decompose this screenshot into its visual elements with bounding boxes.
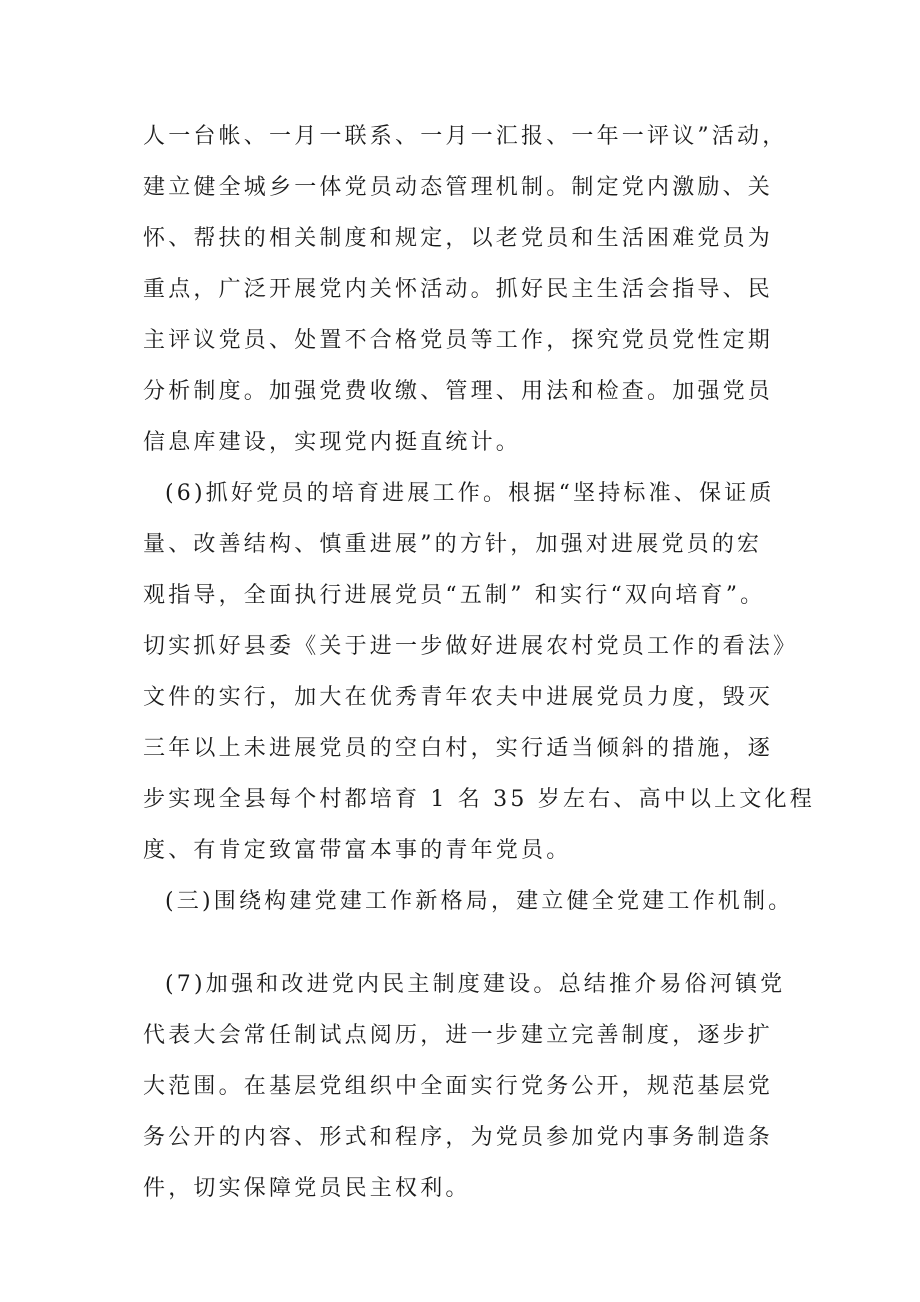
paragraph-6-heading-line: (6)抓好党员的培育进展工作。根据“坚持标准、保证质	[165, 481, 775, 506]
text-line: 主评议党员、处置不合格党员等工作，探究党员党性定期	[143, 328, 774, 353]
text-line: 人一台帐、一月一联系、一月一汇报、一年一评议”活动，	[143, 124, 788, 149]
text-line: 观指导，全面执行进展党员“五制” 和实行“双向培育”。	[143, 583, 766, 608]
text-line: 大范围。在基层党组织中全面实行党务公开，规范基层党	[143, 1074, 774, 1099]
text-line: 信息库建设，实现党内挺直统计。	[143, 430, 522, 455]
text-line: 重点，广泛开展党内关怀活动。抓好民主生活会指导、民	[143, 277, 774, 302]
text-line: 切实抓好县委《关于进一步做好进展农村党员工作的看法》	[143, 634, 799, 659]
text-line: 代表大会常任制试点阅历，进一步建立完善制度，逐步扩	[143, 1023, 774, 1048]
text-line: 件，切实保障党员民主权利。	[143, 1176, 471, 1201]
text-line: 步实现全县每个村都培育 1 名 35 岁左右、高中以上文化程	[143, 787, 815, 812]
text-line: 文件的实行，加大在优秀青年农夫中进展党员力度，毁灭	[143, 685, 774, 710]
text-line: 度、有肯定致富带富本事的青年党员。	[143, 838, 572, 863]
text-line: 怀、帮扶的相关制度和规定，以老党员和生活困难党员为	[143, 226, 774, 251]
text-line: 务公开的内容、形式和程序，为党员参加党内事务制造条	[143, 1125, 774, 1150]
text-line: 建立健全城乡一体党员动态管理机制。制定党内激励、关	[143, 175, 774, 200]
text-line: 分析制度。加强党费收缴、管理、用法和检查。加强党员	[143, 379, 774, 404]
section-3-heading: (三)围绕构建党建工作新格局，建立健全党建工作机制。	[165, 889, 794, 914]
text-line: 量、改善结构、慎重进展”的方针，加强对进展党员的宏	[143, 532, 763, 557]
paragraph-7-heading-line: (7)加强和改进党内民主制度建设。总结推介易俗河镇党	[165, 972, 786, 997]
text-line: 三年以上未进展党员的空白村，实行适当倾斜的措施，逐	[143, 736, 774, 761]
